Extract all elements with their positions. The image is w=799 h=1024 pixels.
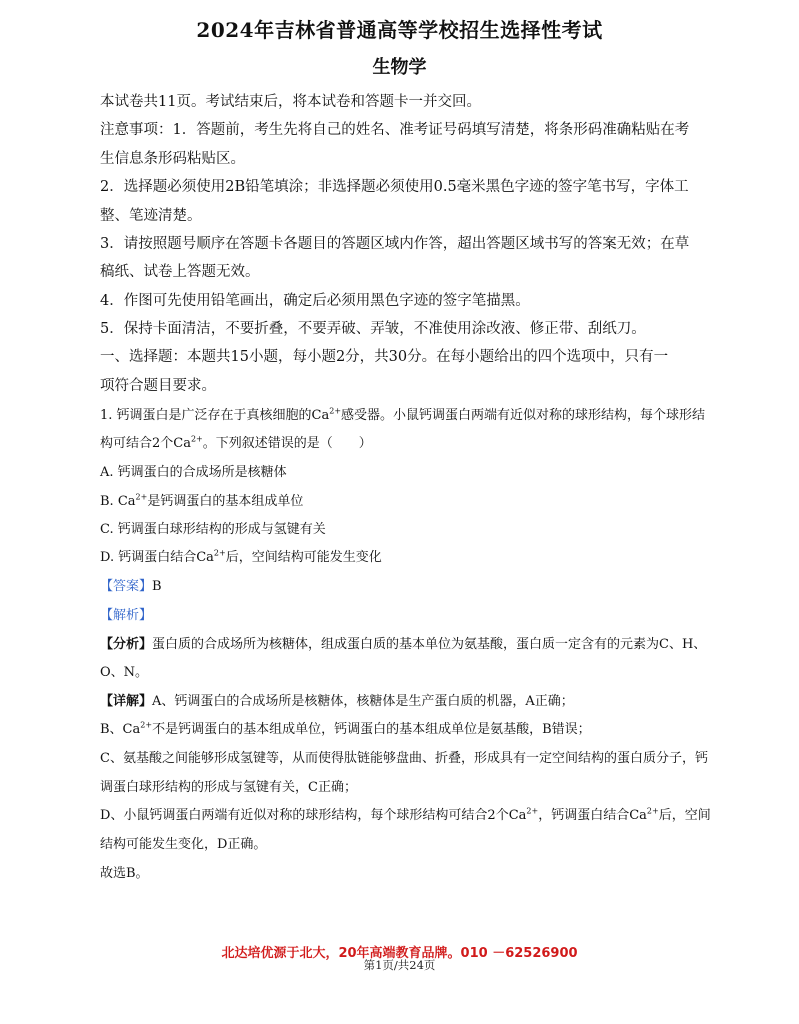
question-stem: 构可结合2个$Ca^{2+}$。下列叙述错误的是（ ）	[100, 434, 372, 451]
note-line: 整、笔迹清楚。	[100, 208, 202, 224]
detail-line: 结构可能发生变化，D正确。	[100, 837, 267, 852]
detail-line: 调蛋白球形结构的形成与氢键有关，C正确；	[100, 780, 357, 795]
question-stem: 1. 钙调蛋白是广泛存在于真核细胞的$Ca^{2+}$感受器。小鼠钙调蛋白两端有近似对称的球形结构，每个球形结	[100, 406, 706, 423]
footer-advertisement: 北达培优源于北大，20年高端教育品牌。010 －62526900	[221, 946, 578, 961]
note-line: 4．作图可先使用铅笔画出，确定后必须用黑色字迹的签字笔描黑。	[100, 293, 530, 309]
note-line: 2．选择题必须使用2B铅笔填涂；非选择题必须使用0.5毫米黑色字迹的签字笔书写，字体工	[100, 179, 689, 195]
answer-value: B	[152, 579, 162, 594]
option-b: B. $Ca^{2+}$是钙调蛋白的基本组成单位	[100, 492, 304, 509]
option-a: A. 钙调蛋白的合成场所是核糖体	[100, 465, 287, 480]
note-line: 生信息条形码粘贴区。	[100, 151, 245, 167]
exam-title: 2024年吉林省普通高等学校招生选择性考试	[196, 18, 603, 42]
option-d: D. 钙调蛋白结合$Ca^{2+}$后，空间结构可能发生变化	[100, 548, 382, 565]
section-heading: 一、选择题：本题共15小题，每小题2分，共30分。在每小题给出的四个选项中，只有一	[100, 349, 669, 365]
note-line: 注意事项：1．答题前，考生先将自己的姓名、准考证号码填写清楚，将条形码准确粘贴在考	[100, 122, 690, 138]
answer-tag: 【答案】	[100, 579, 153, 594]
analysis-tag: 【解析】	[100, 608, 153, 623]
fenxi-line: O、N。	[100, 665, 149, 680]
detail-line: 【详解】A、钙调蛋白的合成场所是核糖体，核糖体是生产蛋白质的机器，A正确；	[100, 694, 574, 709]
detail-line: C、氨基酸之间能够形成氢键等，从而使得肽链能够盘曲、折叠，形成具有一定空间结构的蛋白质分子，钙	[100, 751, 708, 766]
option-c: C. 钙调蛋白球形结构的形成与氢键有关	[100, 522, 326, 537]
page-number: 第1页/共24页	[363, 958, 436, 972]
note-line: 稿纸、试卷上答题无效。	[100, 264, 260, 280]
answer-line	[100, 577, 700, 597]
conclusion-line: 故选B。	[100, 866, 149, 881]
detail-line: D、小鼠钙调蛋白两端有近似对称的球形结构，每个球形结构可结合2个$Ca^{2+}$，钙调蛋白结合$Ca^{2+}$后，空间	[100, 806, 711, 823]
note-line: 5．保持卡面清洁，不要折叠，不要弄破、弄皱，不准使用涂改液、修正带、刮纸刀。	[100, 321, 646, 337]
subject-title: 生物学	[372, 57, 427, 78]
fenxi-line: 【分析】蛋白质的合成场所为核糖体，组成蛋白质的基本单位为氨基酸，蛋白质一定含有的元素为C、H、	[100, 637, 707, 652]
detail-line: B、$Ca^{2+}$不是钙调蛋白的基本组成单位，钙调蛋白的基本组成单位是氨基酸，B错误；	[100, 720, 591, 737]
fenxi-tag: 【分析】	[100, 637, 153, 652]
section-heading: 项符合题目要求。	[100, 378, 216, 394]
analysis-line	[100, 606, 700, 626]
intro-line: 本试卷共11页。考试结束后，将本试卷和答题卡一并交回。	[100, 94, 481, 110]
note-line: 3．请按照题号顺序在答题卡各题目的答题区域内作答，超出答题区域书写的答案无效；在草	[100, 236, 690, 252]
detail-tag: 【详解】	[100, 694, 153, 709]
